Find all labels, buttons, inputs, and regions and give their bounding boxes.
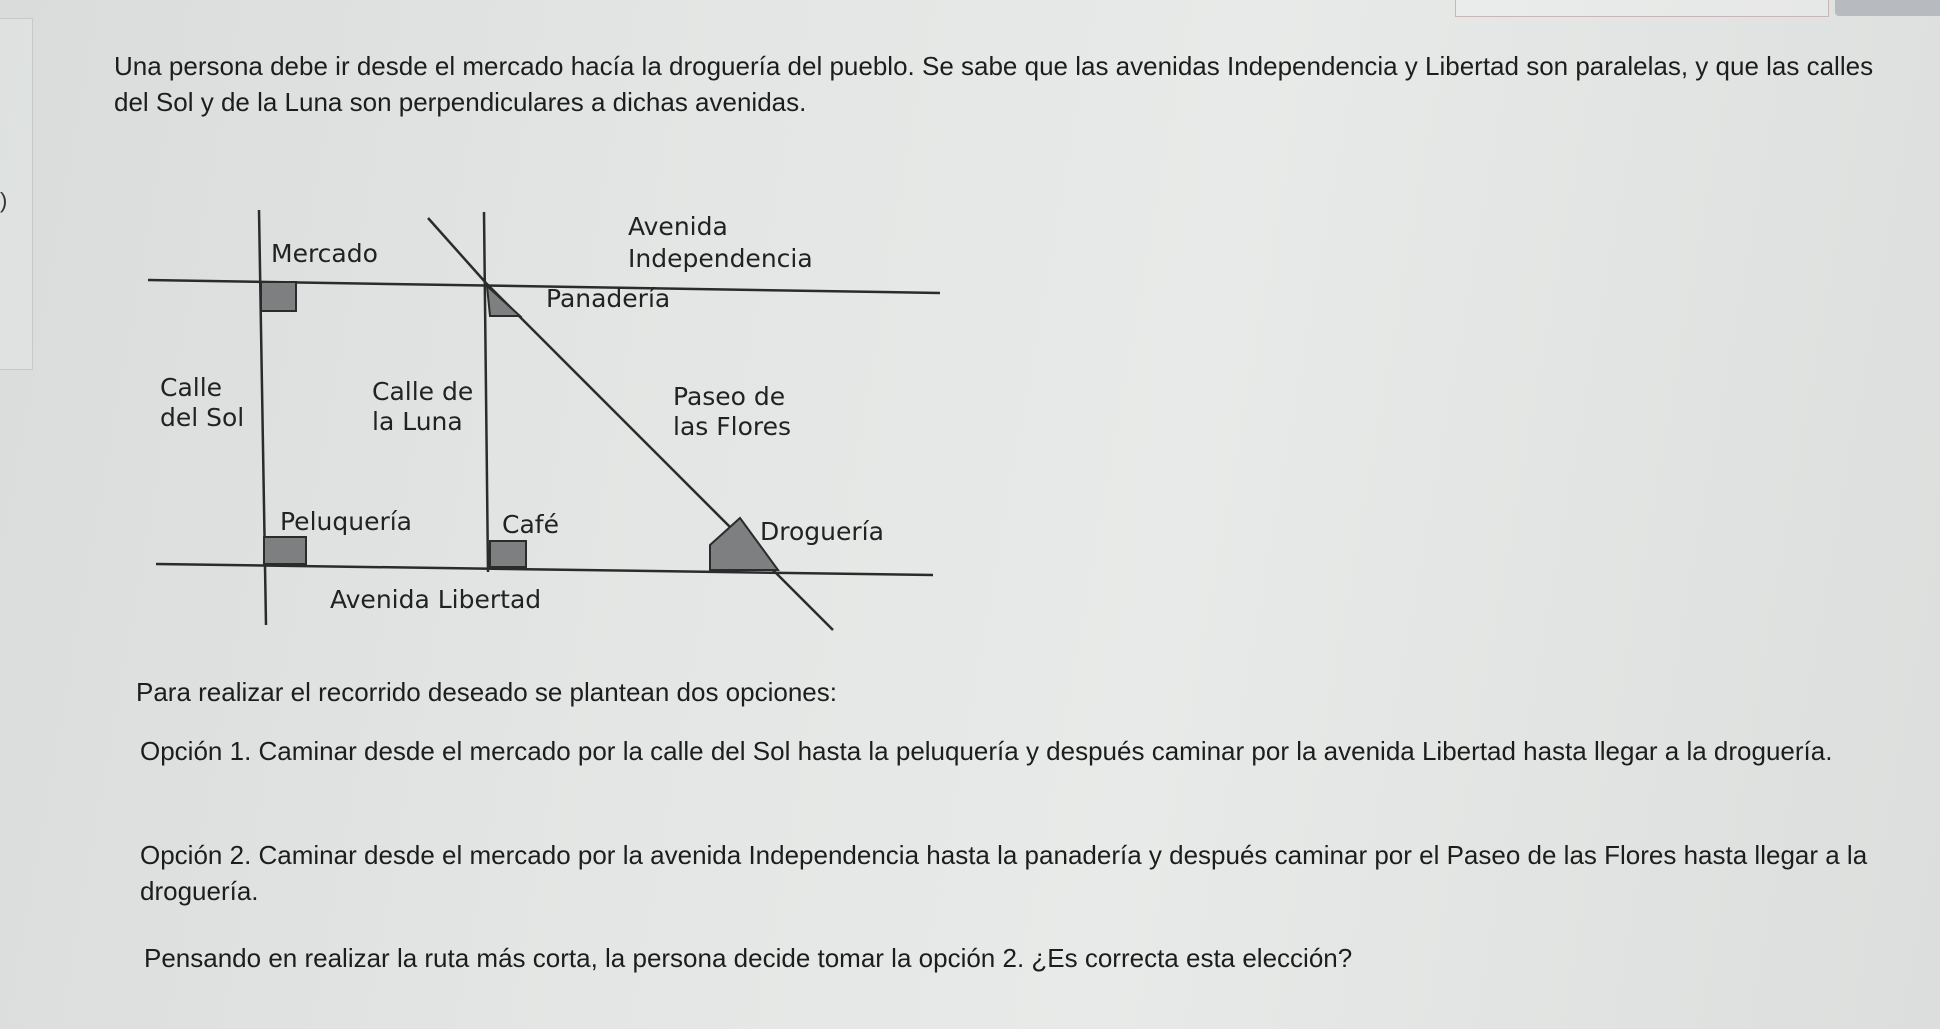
label-calle-luna-2: la Luna (372, 407, 463, 436)
label-calle-sol-1: Calle (160, 373, 223, 402)
option-2-text: Opción 2. Caminar desde el mercado por la avenida Independencia hasta la panadería y después caminar por el Paseo de las Flores hasta llegar a la droguería. (140, 840, 1868, 906)
label-mercado: Mercado (271, 239, 378, 268)
mercado-building (261, 282, 296, 311)
label-paseo-2: las Flores (673, 412, 791, 441)
label-panaderia: Panadería (546, 284, 671, 313)
top-window-tab[interactable] (1455, 0, 1829, 17)
option-1-text: Opción 1. Caminar desde el mercado por la calle del Sol hasta la peluquería y después caminar por la avenida Libertad hasta llegar a la droguería. (140, 736, 1833, 766)
calle-luna-line (484, 212, 488, 572)
edge-glyph: ) (0, 188, 8, 213)
question-text: Pensando en realizar la ruta más corta, la persona decide tomar la opción 2. ¿Es correcta esta elección? (144, 943, 1353, 973)
label-drogueria: Droguería (760, 517, 884, 546)
cafe-building (490, 541, 526, 567)
avenida-libertad-line (156, 564, 933, 575)
label-avenida-libertad: Avenida Libertad (330, 585, 542, 614)
street-map (138, 200, 958, 640)
problem-intro: Una persona debe ir desde el mercado hacía la droguería del pueblo. Se sabe que las avenidas Independencia y Libertad son paralelas, y que las calles del Sol y de la Luna son perpendiculares a dichas avenidas. (114, 51, 1874, 117)
peluqueria-building (264, 537, 306, 564)
label-calle-sol-2: del Sol (160, 403, 245, 432)
panaderia-building (487, 286, 520, 316)
label-peluqueria: Peluquería (280, 507, 412, 536)
label-calle-luna-1: Calle de (372, 377, 474, 406)
label-paseo-1: Paseo de (673, 382, 786, 411)
paseo-flores-line (486, 283, 833, 630)
label-avenida-independencia-1: Avenida (628, 212, 728, 241)
top-window-button[interactable] (1835, 0, 1940, 16)
options-intro: Para realizar el recorrido deseado se plantean dos opciones: (136, 677, 837, 707)
diagonal-start-line (428, 218, 486, 283)
label-cafe: Café (502, 510, 559, 539)
label-avenida-independencia-2: Independencia (628, 244, 813, 273)
